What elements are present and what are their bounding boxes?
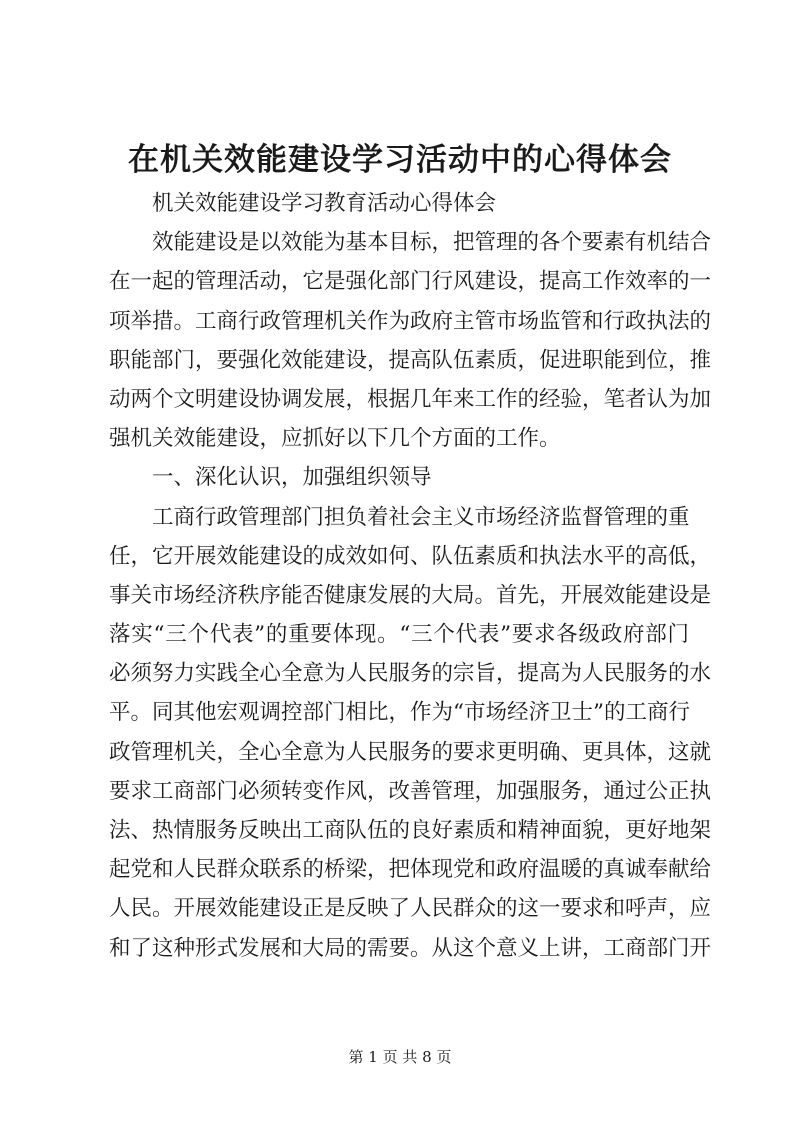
- paragraph-line: 起党和人民群众联系的桥梁，把体现党和政府温暖的真诚奉献给: [109, 857, 712, 883]
- page-footer: 第 1 页 共 8 页: [348, 1048, 452, 1066]
- paragraph-line: 项举措。工商行政管理机关作为政府主管市场监管和行政执法的: [109, 308, 712, 334]
- paragraph-line: 工商行政管理部门担负着社会主义市场经济监督管理的重: [152, 504, 690, 530]
- page-title: 在机关效能建设学习活动中的心得体会: [128, 142, 672, 178]
- paragraph-line: 法、热情服务反映出工商队伍的良好素质和精神面貌，更好地架: [109, 818, 712, 843]
- paragraph-line: 强机关效能建设，应抓好以下几个方面的工作。: [109, 426, 561, 452]
- paragraph-line: 和了这种形式发展和大局的需要。从这个意义上讲，工商部门开: [109, 935, 712, 961]
- paragraph-line: 任，它开展效能建设的成效如何、队伍素质和执法水平的高低，: [109, 543, 712, 569]
- document-body: [109, 184, 712, 968]
- paragraph-line: 效能建设是以效能为基本目标，把管理的各个要素有机结合: [152, 230, 712, 256]
- paragraph-line: 在一起的管理活动，它是强化部门行风建设，提高工作效率的一: [109, 269, 712, 295]
- paragraph-line: 落实“三个代表”的重要体现。“三个代表”要求各级政府部门: [109, 622, 689, 648]
- paragraph-line: 动两个文明建设协调发展，根据几年来工作的经验，笔者认为加: [109, 386, 712, 412]
- paragraph-line: 事关市场经济秩序能否健康发展的大局。首先，开展效能建设是: [109, 582, 712, 608]
- paragraph-line: 要求工商部门必须转变作风，改善管理，加强服务，通过公正执: [109, 778, 712, 804]
- paragraph-line: 政管理机关，全心全意为人民服务的要求更明确、更具体，这就: [109, 739, 712, 765]
- paragraph-line: 人民。开展效能建设正是反映了人民群众的这一要求和呼声，应: [109, 896, 712, 922]
- paragraph-line: 职能部门，要强化效能建设，提高队伍素质，促进职能到位，推: [109, 347, 712, 373]
- paragraph-line: 平。同其他宏观调控部门相比，作为“市场经济卫士”的工商行: [109, 700, 690, 726]
- subtitle-line: 机关效能建设学习教育活动心得体会: [152, 191, 497, 216]
- section-heading: 一、深化认识，加强组织领导: [152, 465, 432, 491]
- paragraph-line: 必须努力实践全心全意为人民服务的宗旨，提高为人民服务的水: [109, 661, 712, 687]
